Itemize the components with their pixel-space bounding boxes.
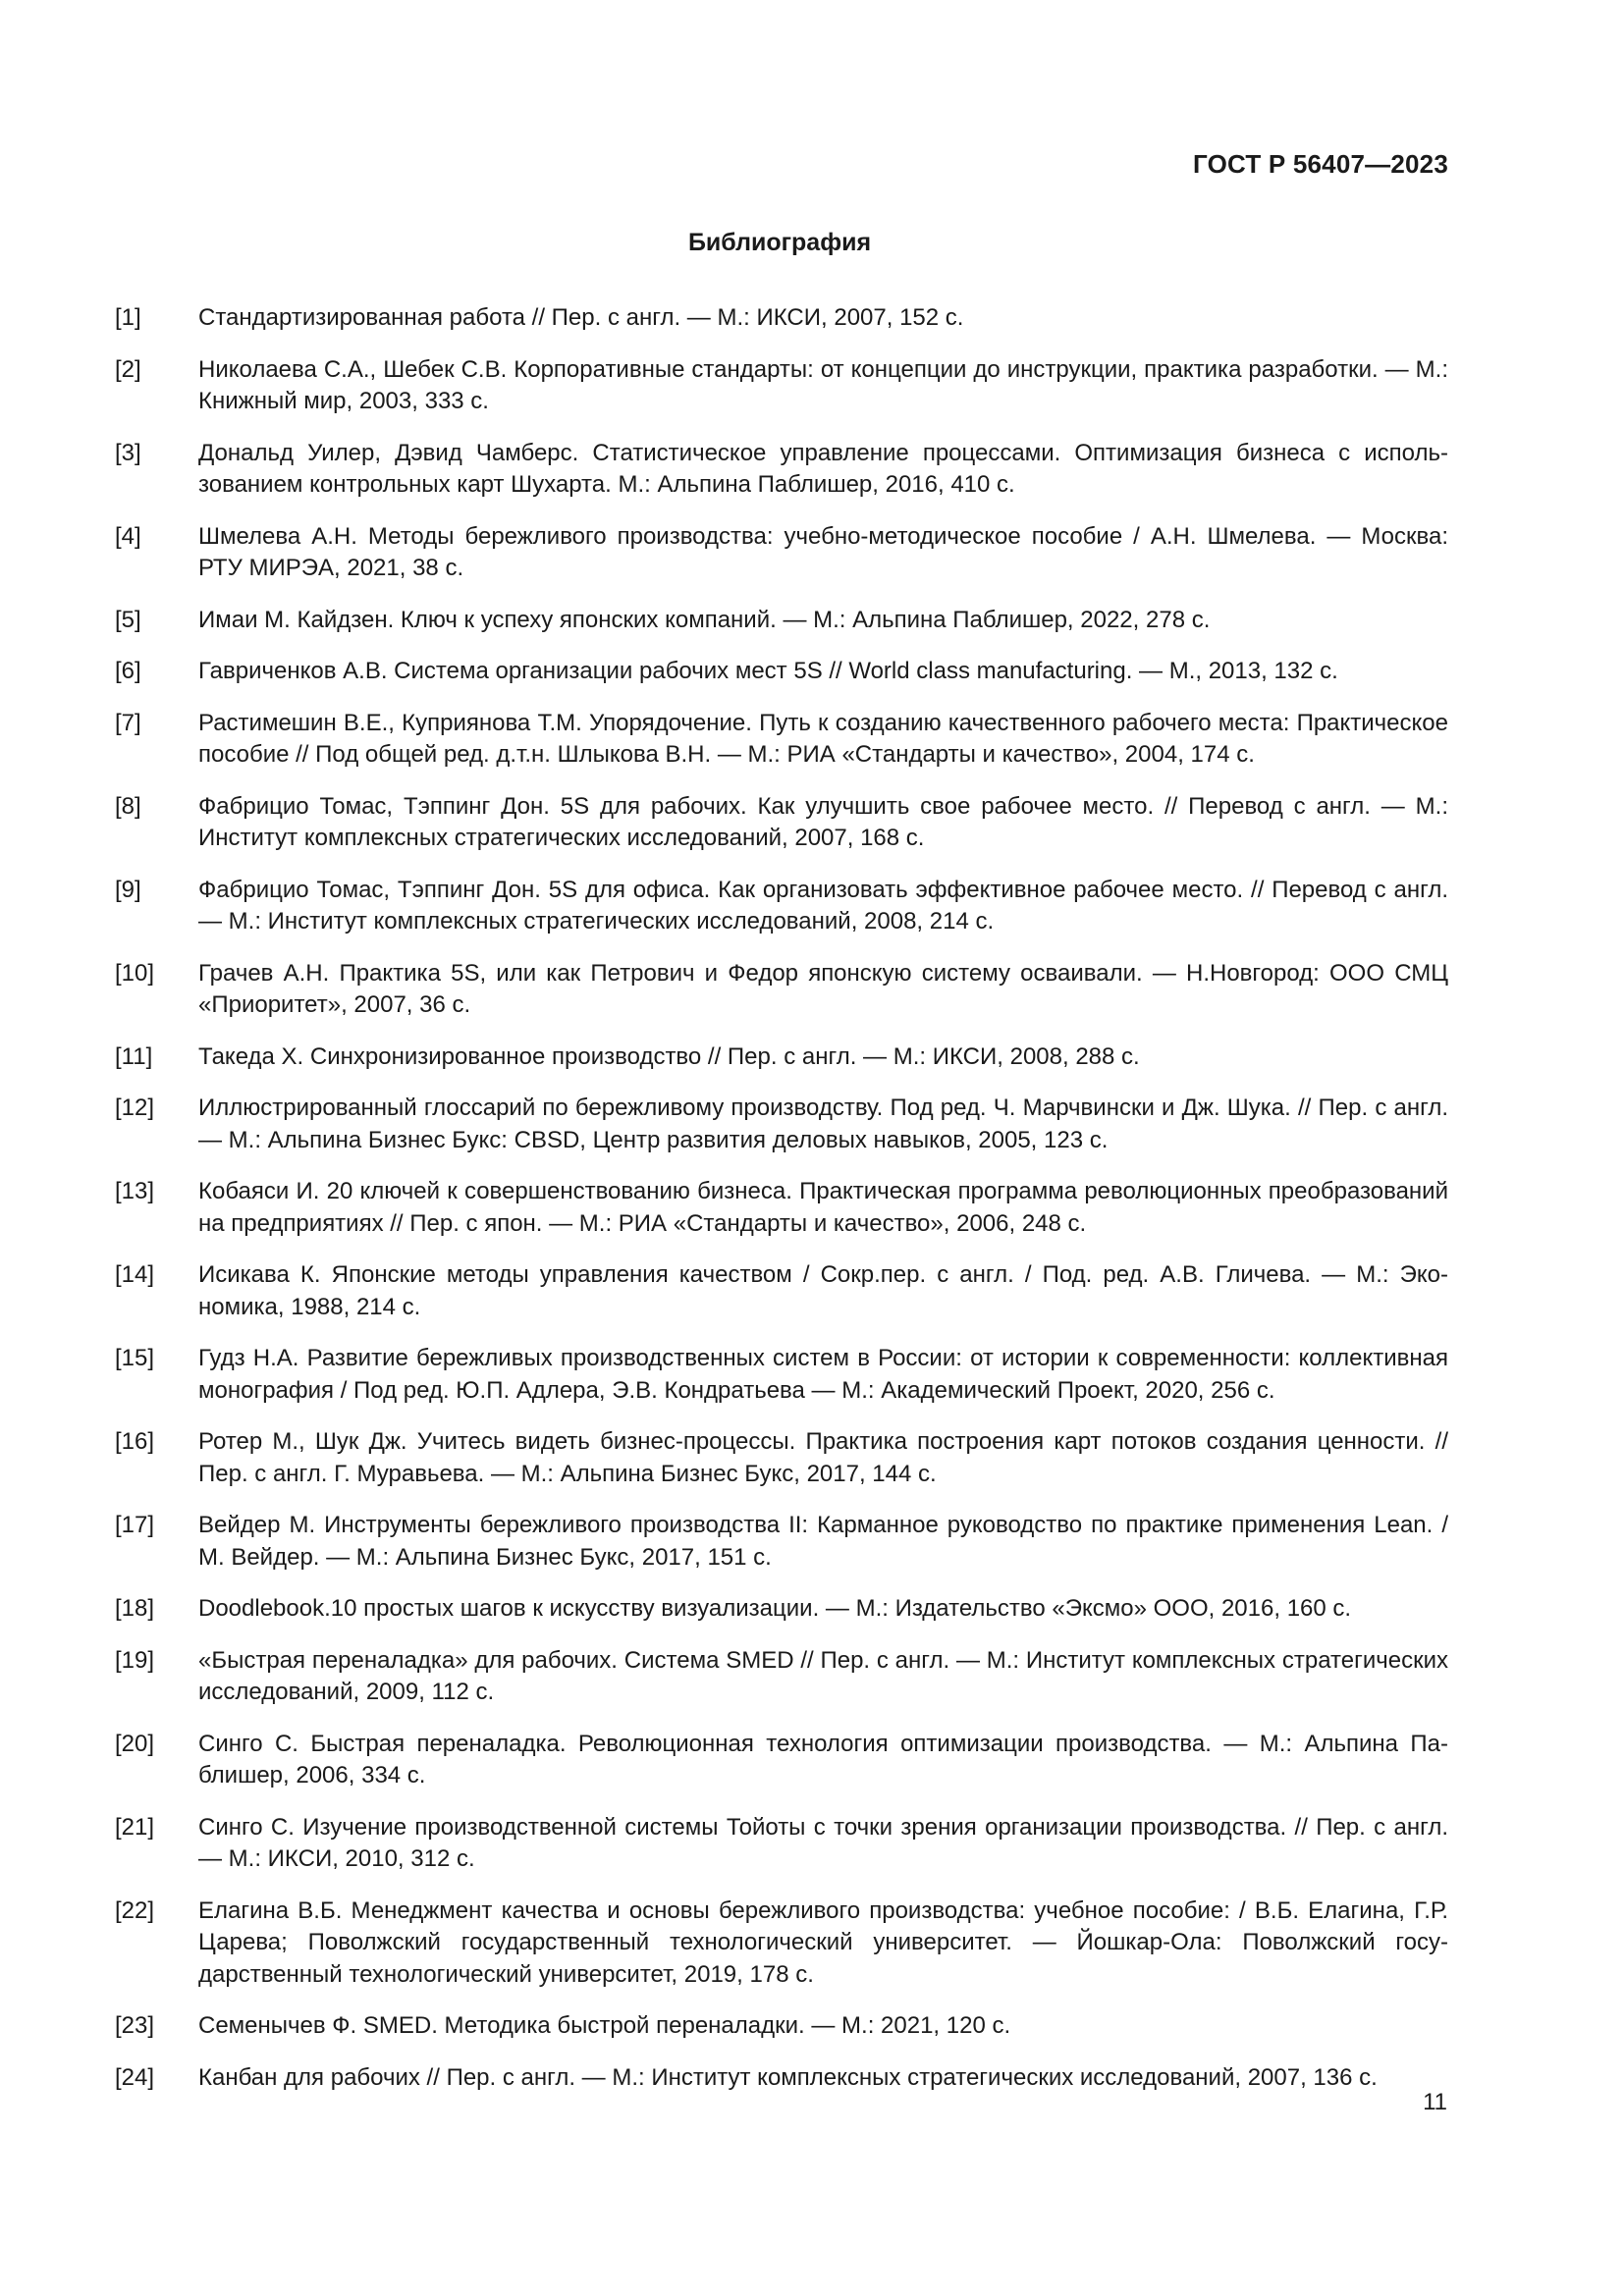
entry-number: [1] bbox=[115, 304, 141, 331]
entry-number: [5] bbox=[115, 606, 141, 633]
entry-text: Гавриченков А.В. Система организации рабочих мест 5S // World class manufacturing. — М., 2013, 132 с. bbox=[198, 658, 1338, 684]
bibliography-entry-2 bbox=[115, 354, 1448, 418]
entry-text: Doodlebook.10 простых шагов к искусству визуализации. — М.: Издательство «Эксмо» ООО, 2016, 160 с. bbox=[198, 1595, 1352, 1622]
entry-number: [21] bbox=[115, 1813, 155, 1841]
entry-number: [16] bbox=[115, 1428, 155, 1455]
bibliography-entry-4 bbox=[115, 521, 1448, 585]
bibliography-entry-17 bbox=[115, 1510, 1448, 1574]
entry-text: Вейдер М. Инструменты бережливого производства II: Карманное руководство по практике применения Lean. / М. Вейдер. — М.: Альпина Бизнес Букс, 2017, 151 с. bbox=[198, 1512, 1448, 1571]
entry-number: [2] bbox=[115, 355, 141, 383]
entry-text: Семенычев Ф. SMED. Методика быстрой переналадки. — М.: 2021, 120 с. bbox=[198, 2012, 1011, 2039]
entry-number: [13] bbox=[115, 1178, 155, 1204]
entry-number: [3] bbox=[115, 439, 141, 466]
entry-number: [4] bbox=[115, 522, 141, 550]
entry-text: Исикава К. Японские методы управления качеством / Сокр.пер. с англ. / Под. ред. А.В. Гличева. — М.: Экономика, 1988, 214 с. bbox=[198, 1261, 1448, 1320]
bibliography-entry-7 bbox=[115, 708, 1448, 772]
entry-number: [17] bbox=[115, 1512, 155, 1538]
entry-number: [10] bbox=[115, 959, 155, 987]
entry-text: Иллюстрированный глоссарий по бережливому производству. Под ред. Ч. Марчвински и Дж. Шука. // Пер. с англ. — М.: Альпина Бизнес Букс: CBSD, Центр развития деловых навыков, 2005, 123 с. bbox=[198, 1095, 1448, 1153]
entry-number: [24] bbox=[115, 2063, 155, 2091]
entry-text: Такеда Х. Синхронизированное производство // Пер. с англ. — М.: ИКСИ, 2008, 288 с. bbox=[198, 1042, 1140, 1070]
bibliography-entry-1 bbox=[115, 302, 1448, 335]
bibliography-entry-9 bbox=[115, 875, 1448, 938]
bibliography-entry-24 bbox=[115, 2062, 1448, 2095]
bibliography-entry-14 bbox=[115, 1259, 1448, 1323]
entry-number: [12] bbox=[115, 1095, 155, 1121]
entry-text: Синго С. Быстрая переналадка. Революционная технология оптимизации производства. — М.: Альпина Паблишер, 2006, 334 с. bbox=[198, 1730, 1448, 1789]
entry-number: [14] bbox=[115, 1261, 155, 1288]
entry-number: [22] bbox=[115, 1896, 155, 1924]
bibliography-list bbox=[115, 302, 1448, 2113]
bibliography-entry-23 bbox=[115, 2010, 1448, 2043]
entry-text: Дональд Уилер, Дэвид Чамберс. Статистическое управление процессами. Оптимизация бизнеса с использованием контрольных карт Шухарта. М.: Альпина Паблишер, 2016, 410 с. bbox=[198, 439, 1448, 498]
bibliography-entry-11 bbox=[115, 1041, 1448, 1074]
bibliography-entry-21 bbox=[115, 1812, 1448, 1876]
entry-text: Гудз Н.А. Развитие бережливых производственных систем в России: от истории к современности: коллективная монография / Под ред. Ю.П. Адлера, Э.В. Кондратьева — М.: Академический Проект, 2020, 256 с. bbox=[198, 1345, 1448, 1404]
bibliography-entry-18 bbox=[115, 1593, 1448, 1626]
entry-text: Фабрицио Томас, Тэппинг Дон. 5S для рабочих. Как улучшить свое рабочее место. // Перевод с англ. — М.: Институт комплексных стратегических исследований, 2007, 168 с. bbox=[198, 792, 1448, 851]
document-code: ГОСТ Р 56407—2023 bbox=[1193, 149, 1448, 179]
bibliography-entry-20 bbox=[115, 1729, 1448, 1792]
entry-text: «Быстрая переналадка» для рабочих. Система SMED // Пер. с англ. — М.: Институт комплексных стратегических исследований, 2009, 112 с. bbox=[198, 1646, 1448, 1705]
entry-number: [7] bbox=[115, 709, 141, 736]
bibliography-entry-6 bbox=[115, 656, 1448, 688]
entry-text: Растимешин В.Е., Куприянова Т.М. Упорядочение. Путь к созданию качественного рабочего места: Практическое пособие // Под общей ред. д.т.н. Шлыкова В.Н. — М.: РИА «Стандарты и качество», 2004, 174 с. bbox=[198, 709, 1448, 768]
entry-text: Синго С. Изучение производственной системы Тойоты с точки зрения организации производства. // Пер. с англ. — М.: ИКСИ, 2010, 312 с. bbox=[198, 1813, 1448, 1872]
entry-text: Канбан для рабочих // Пер. с англ. — М.: Институт комплексных стратегических исследований, 2007, 136 с. bbox=[198, 2063, 1378, 2091]
bibliography-entry-12 bbox=[115, 1093, 1448, 1156]
bibliography-entry-15 bbox=[115, 1343, 1448, 1407]
entry-text: Имаи М. Кайдзен. Ключ к успеху японских компаний. — М.: Альпина Паблишер, 2022, 278 с. bbox=[198, 606, 1211, 633]
entry-text: Грачев А.Н. Практика 5S, или как Петрович и Федор японскую систему осваивали. — Н.Новгород: ООО СМЦ «Приоритет», 2007, 36 с. bbox=[198, 959, 1448, 1018]
entry-number: [18] bbox=[115, 1595, 155, 1622]
entry-number: [23] bbox=[115, 2012, 155, 2039]
bibliography-entry-16 bbox=[115, 1426, 1448, 1490]
entry-text: Николаева С.А., Шебек С.В. Корпоративные стандарты: от концепции до инструкции, практика разработки. — М.: Книжный мир, 2003, 333 с. bbox=[198, 355, 1448, 414]
entry-text: Фабрицио Томас, Тэппинг Дон. 5S для офиса. Как организовать эффективное рабочее место. // Перевод с англ. — М.: Институт комплексных стратегических исследований, 2008, 214 с. bbox=[198, 876, 1448, 934]
entry-text: Шмелева А.Н. Методы бережливого производства: учебно-методическое пособие / А.Н. Шмелева. — Москва: РТУ МИРЭА, 2021, 38 с. bbox=[198, 522, 1448, 581]
bibliography-entry-3 bbox=[115, 438, 1448, 502]
entry-text: Елагина В.Б. Менеджмент качества и основы бережливого производства: учебное пособие: / В.Б. Елагина, Г.Р. Царева; Поволжский государственный технологический университет. — Йошкар-Ола: Поволжский государственный технологический университет, 2019, 178 с. bbox=[198, 1896, 1448, 1988]
entry-number: [11] bbox=[115, 1042, 153, 1070]
entry-number: [9] bbox=[115, 876, 141, 903]
entry-text: Кобаяси И. 20 ключей к совершенствованию бизнеса. Практическая программа революционных преобразований на предприятиях // Пер. с япон. — М.: РИА «Стандарты и качество», 2006, 248 с. bbox=[198, 1178, 1448, 1237]
bibliography-entry-8 bbox=[115, 791, 1448, 855]
bibliography-entry-13 bbox=[115, 1176, 1448, 1240]
page-number: 11 bbox=[1423, 2089, 1447, 2115]
entry-number: [15] bbox=[115, 1345, 155, 1371]
bibliography-entry-5 bbox=[115, 605, 1448, 637]
page-title: Библиография bbox=[687, 229, 872, 256]
entry-text: Ротер М., Шук Дж. Учитесь видеть бизнес-процессы. Практика построения карт потоков создания ценности. // Пер. с англ. Г. Муравьева. — М.: Альпина Бизнес Букс, 2017, 144 с. bbox=[198, 1428, 1448, 1487]
bibliography-entry-22 bbox=[115, 1896, 1448, 1992]
entry-number: [8] bbox=[115, 792, 141, 820]
entry-text: Стандартизированная работа // Пер. с англ. — М.: ИКСИ, 2007, 152 с. bbox=[198, 304, 964, 331]
entry-number: [6] bbox=[115, 658, 141, 684]
entry-number: [19] bbox=[115, 1646, 155, 1674]
bibliography-entry-19 bbox=[115, 1645, 1448, 1709]
bibliography-entry-10 bbox=[115, 958, 1448, 1022]
entry-number: [20] bbox=[115, 1730, 155, 1757]
